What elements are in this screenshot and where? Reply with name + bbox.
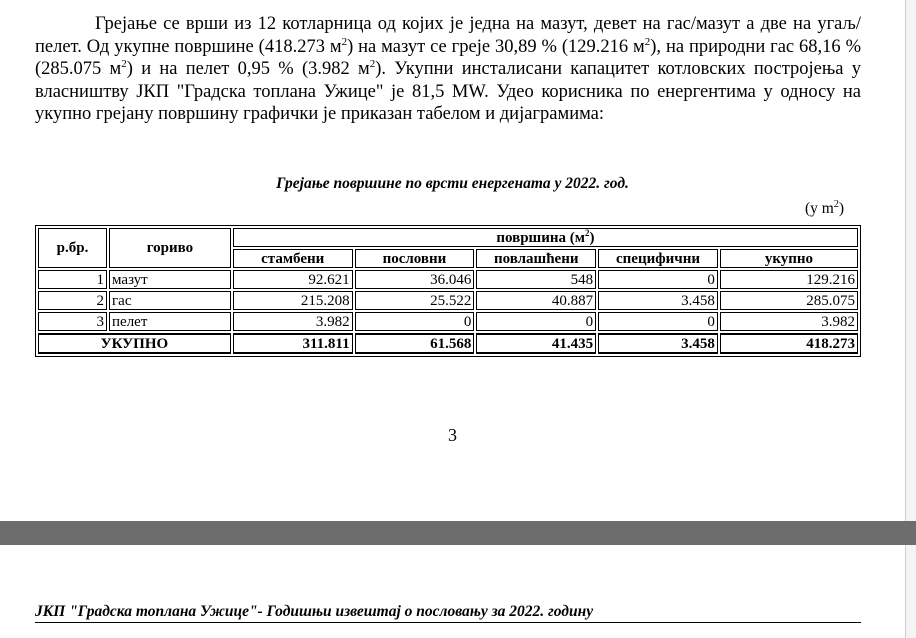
page-separator bbox=[0, 521, 916, 545]
total-cell: 311.811 bbox=[233, 333, 353, 354]
row-fuel: мазут bbox=[109, 270, 231, 289]
header-area: површина $(м^2)$ bbox=[233, 228, 858, 247]
total-cell: 61.568 bbox=[355, 333, 475, 354]
unit-label: (у $m^2$) bbox=[805, 198, 845, 217]
table-cell: 36.046 bbox=[355, 270, 475, 289]
viewer-scrollbar[interactable] bbox=[905, 0, 916, 521]
row-fuel: гас bbox=[109, 291, 231, 310]
header-col-residential: стамбени bbox=[233, 249, 353, 268]
table-cell: 25.522 bbox=[355, 291, 475, 310]
table-cell: 0 bbox=[598, 312, 718, 331]
intro-paragraph: Грејање се врши из 12 котларница од којих је једна на мазут, девет на гас/мазут а две на угаљ/пелет. Од укупне површине (418.273 $м^2$) на мазут се греје 30,89 % (129.216 $м^2$), на природни гас 68,16 % (285.075 $м^2$) и на пелет 0,95 % (3.982 $м^2$). Укупни инсталисани капацитет котловских постројења у власништву ЈКП "Градска топлана Ужице" је 81,5 MW. Удео корисника по енергентима у односу на укупно грејану површину графички је приказан табелом и дијаграмима: bbox=[35, 14, 861, 125]
header-col-business: пословни bbox=[355, 249, 475, 268]
table-cell: 215.208 bbox=[233, 291, 353, 310]
table-cell: 92.621 bbox=[233, 270, 353, 289]
page-header-title: ЈКП "Градска топлана Ужице"- Годишњи извештај о пословању за 2022. годину bbox=[35, 603, 861, 623]
row-fuel: пелет bbox=[109, 312, 231, 331]
table-cell: 40.887 bbox=[476, 291, 596, 310]
table-cell: 129.216 bbox=[720, 270, 858, 289]
table-cell: 285.075 bbox=[720, 291, 858, 310]
table-total-row bbox=[38, 333, 858, 354]
table-caption: Грејање површине по врсти енергената у 2022. год. bbox=[276, 175, 629, 192]
document-page-2 bbox=[0, 545, 905, 638]
table-cell: 0 bbox=[598, 270, 718, 289]
total-cell: 3.458 bbox=[598, 333, 718, 354]
table-cell: 0 bbox=[355, 312, 475, 331]
table-cell: 3.982 bbox=[720, 312, 858, 331]
total-label: УКУПНО bbox=[38, 333, 231, 354]
table-cell: 3.982 bbox=[233, 312, 353, 331]
table-row bbox=[38, 291, 858, 310]
table-row bbox=[38, 270, 858, 289]
row-number: 3 bbox=[38, 312, 107, 331]
header-col-total: укупно bbox=[720, 249, 858, 268]
viewer-scrollbar-lower[interactable] bbox=[905, 545, 916, 638]
table-row bbox=[38, 312, 858, 331]
row-number: 2 bbox=[38, 291, 107, 310]
table-cell: 3.458 bbox=[598, 291, 718, 310]
header-fuel: гориво bbox=[109, 228, 231, 268]
header-col-privileged: повлашћени bbox=[476, 249, 596, 268]
row-number: 1 bbox=[38, 270, 107, 289]
table-cell: 548 bbox=[476, 270, 596, 289]
header-rbr: р.бр. bbox=[38, 228, 107, 268]
table-cell: 0 bbox=[476, 312, 596, 331]
total-cell: 418.273 bbox=[720, 333, 858, 354]
total-cell: 41.435 bbox=[476, 333, 596, 354]
page-number: 3 bbox=[448, 425, 457, 445]
table-header-row bbox=[38, 228, 858, 247]
heating-area-table bbox=[35, 225, 861, 357]
header-col-specific: специфични bbox=[598, 249, 718, 268]
